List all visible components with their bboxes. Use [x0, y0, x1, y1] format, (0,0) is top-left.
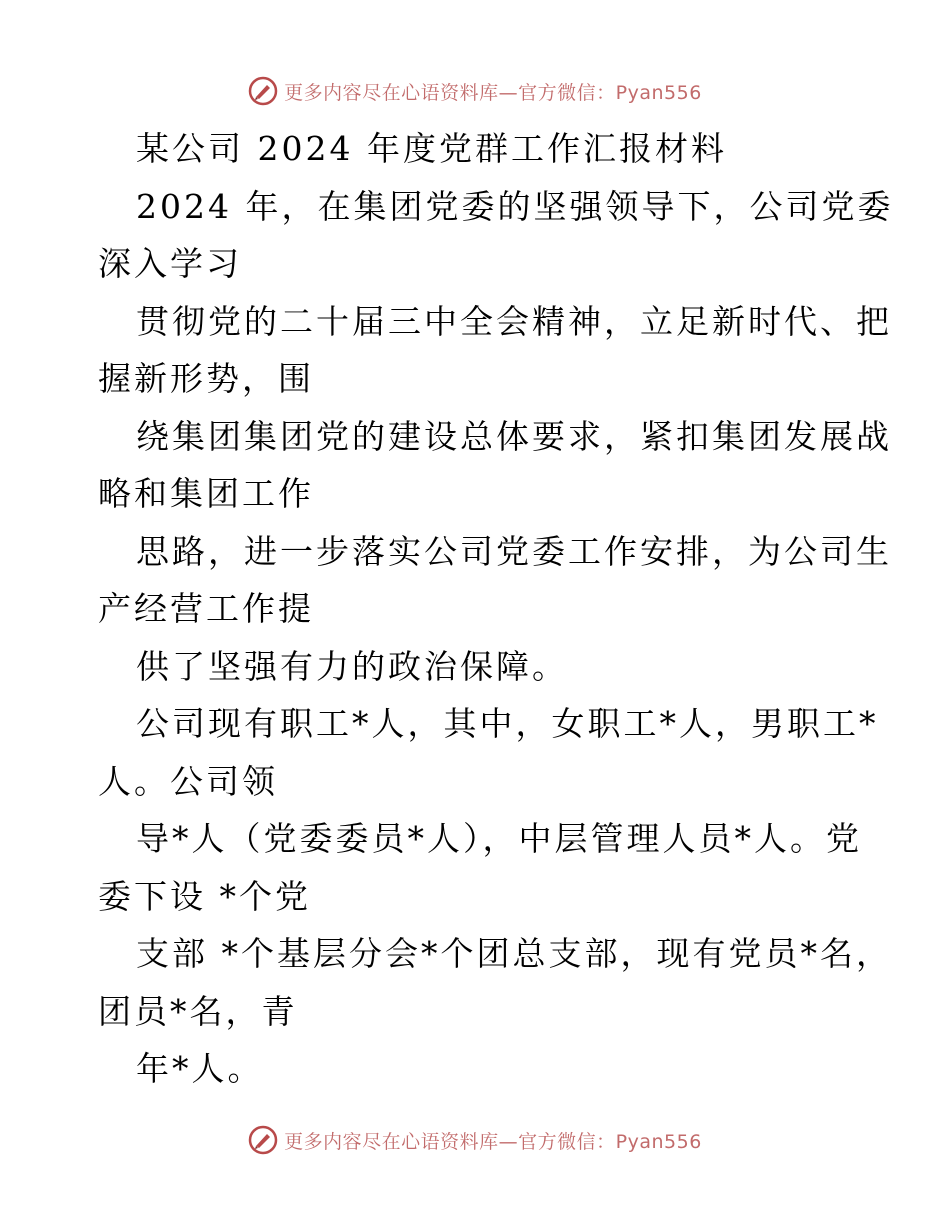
paragraph-line: 供了坚强有力的政治保障。 [136, 646, 568, 686]
paragraph-line: 人。公司领 [98, 761, 278, 801]
header-banner-text: 更多内容尽在心语资料库—官方微信：Pyan556 [284, 81, 702, 104]
paragraph-line: 年*人。 [136, 1049, 264, 1088]
paragraph-line: 贯彻党的二十届三中全会精神，立足新时代、把 [136, 301, 892, 341]
paragraph-line: 支部 *个基层分会*个团总支部，现有党员*名， [136, 934, 892, 973]
document-title: 某公司 2024 年度党群工作汇报材料 [136, 129, 727, 168]
paragraph-line: 团员*名，青 [98, 991, 298, 1031]
paragraph-line: 绕集团集团党的建设总体要求，紧扣集团发展战 [136, 416, 892, 456]
pen-logo-icon [248, 1125, 278, 1155]
footer-banner-text: 更多内容尽在心语资料库—官方微信：Pyan556 [284, 1130, 702, 1153]
pen-logo-icon [248, 76, 278, 106]
paragraph-line: 2024 年，在集团党委的坚强领导下，公司党委 [136, 186, 894, 226]
paragraph-line: 握新形势，围 [98, 359, 314, 398]
paragraph-line: 思路，进一步落实公司党委工作安排，为公司生 [136, 531, 892, 571]
paragraph-line: 略和集团工作 [98, 474, 314, 513]
document-body [98, 120, 894, 1098]
paragraph-line: 深入学习 [98, 244, 242, 283]
header-banner [0, 71, 950, 111]
paragraph-line: 产经营工作提 [98, 589, 314, 628]
paragraph-line: 导*人（党委委员*人），中层管理人员*人。党 [136, 819, 862, 858]
paragraph-line: 公司现有职工*人，其中，女职工*人，男职工* [136, 704, 879, 743]
footer-banner [0, 1120, 950, 1160]
paragraph-line: 委下设 *个党 [98, 876, 311, 916]
